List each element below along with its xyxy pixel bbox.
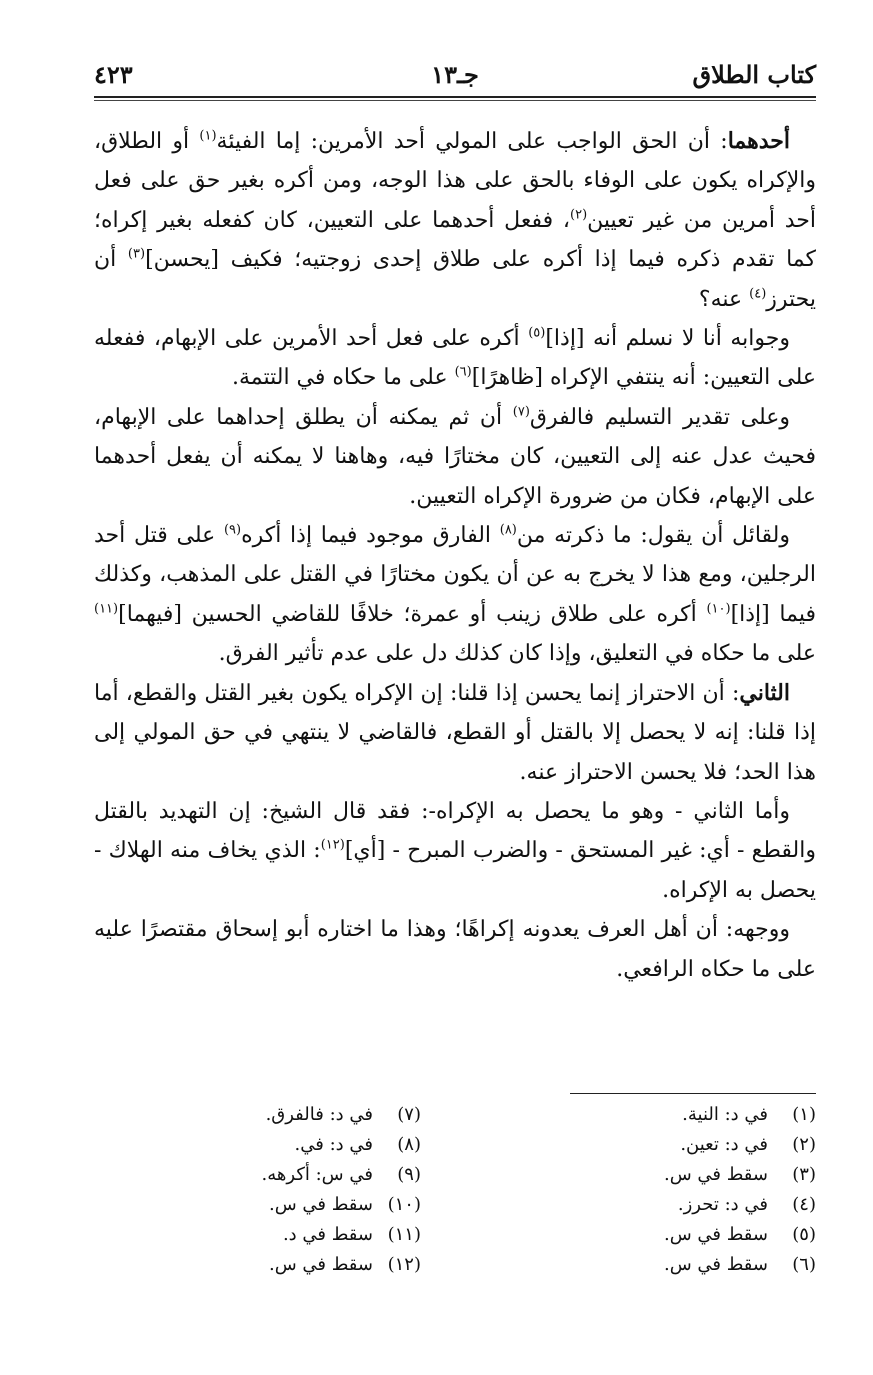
- footnote-number: (٢): [792, 1134, 816, 1155]
- footnote-ref: (٣): [127, 246, 146, 262]
- footnote-item: [566, 1130, 816, 1160]
- text-run: ووجهه: أن أهل العرف يعدونه إكراهًا؛ وهذا ما اختاره أبو إسحاق مقتصرًا عليه على ما حكاه الرافعي.: [94, 917, 816, 982]
- book-title: كتاب الطلاق: [692, 60, 816, 89]
- text-run: ولقائل أن يقول: ما ذكرته من: [516, 523, 790, 549]
- footnote-item: [566, 1100, 816, 1130]
- text-run: وأما الثاني - وهو ما يحصل به الإكراه-: فقد قال الشيخ: إن التهديد بالقتل والقطع - أي: غير المستحق - والضرب المبرح - [أي]: [94, 798, 816, 864]
- page-number: ٤٢٣: [94, 60, 133, 89]
- main-text: [94, 122, 816, 989]
- footnote-number: (١٠): [387, 1194, 421, 1215]
- footnote-ref: (٩): [223, 522, 242, 538]
- text-run: أن يحترز: [94, 247, 816, 312]
- text-run: على قتل أحد الرجلين، ومع هذا لا يخرج به عن أن يكون مختارًا في القتل على المذهب، وكذلك فيما [إذا]: [94, 523, 816, 627]
- footnotes: [94, 1100, 816, 1300]
- footnote-item: [566, 1190, 816, 1220]
- footnote-ref: (١٠): [706, 601, 731, 617]
- paragraph: [94, 319, 816, 398]
- paragraph: [94, 516, 816, 674]
- footnote-number: (٤): [792, 1194, 816, 1215]
- paragraph-lead: أحدهما: [727, 128, 790, 154]
- footnote-number: (٣): [792, 1164, 816, 1185]
- volume-label: جـ١٣: [431, 60, 479, 89]
- text-run: : الذي يخاف منه الهلاك - يحصل به الإكراه.: [94, 838, 816, 903]
- footnote-number: (١٢): [387, 1254, 421, 1275]
- footnote-item: [171, 1190, 421, 1220]
- footnote-number: (٩): [397, 1164, 421, 1185]
- text-run: وجوابه أنا لا نسلم أنه [إذا]: [545, 326, 790, 352]
- footnote-ref: (٨): [499, 522, 517, 538]
- footnote-ref: (٤): [749, 286, 767, 302]
- footnote-text: في د: النية.: [682, 1104, 768, 1125]
- footnote-number: (٧): [397, 1104, 421, 1125]
- footnote-rule: [570, 1093, 816, 1094]
- footnote-text: في د: تعين.: [680, 1134, 768, 1155]
- footnote-number: (١١): [387, 1224, 421, 1245]
- footnote-ref: (١): [199, 128, 217, 144]
- footnote-item: [171, 1130, 421, 1160]
- page-header: [94, 58, 816, 98]
- text-run: على ما حكاه في التتمة.: [231, 365, 455, 391]
- text-run: الفارق موجود فيما إذا أكره: [241, 523, 500, 549]
- footnote-number: (٨): [397, 1134, 421, 1155]
- footnote-text: سقط في س.: [663, 1224, 768, 1245]
- text-run: : أن الحق الواجب على المولي أحد الأمرين: إما الفيئة: [216, 129, 728, 154]
- text-run: أكره على طلاق زينب أو عمرة؛ خلافًا للقاضي الحسين [فيهما]: [118, 601, 707, 627]
- footnote-text: سقط في س.: [268, 1194, 373, 1215]
- paragraph: [94, 674, 816, 792]
- footnote-item: [566, 1220, 816, 1250]
- paragraph-lead: الثاني: [739, 679, 790, 706]
- footnote-ref: (٥): [528, 325, 546, 341]
- footnote-ref: (٢): [570, 207, 588, 223]
- text-run: وعلى تقدير التسليم فالفرق: [529, 404, 790, 430]
- footnote-item: [171, 1160, 421, 1190]
- header-rule: [94, 96, 816, 98]
- footnote-item: [171, 1220, 421, 1250]
- footnote-item: [171, 1100, 421, 1130]
- paragraph: [94, 398, 816, 516]
- paragraph: [94, 792, 816, 910]
- footnote-item: [566, 1160, 816, 1190]
- footnote-ref: (١١): [94, 601, 119, 617]
- text-run: عنه؟: [698, 286, 750, 312]
- footnote-text: في د: في.: [294, 1134, 373, 1155]
- footnote-number: (١): [792, 1104, 816, 1125]
- footnote-text: سقط في س.: [268, 1254, 373, 1275]
- text-run: ، ففعل أحدهما على التعيين، كان كفعله بغير إكراه؛ كما تقدم ذكره فيما إذا أكره على طلاق إحدى زوجتيه؛ فكيف [يحسن]: [94, 207, 816, 273]
- footnote-text: سقط في س.: [663, 1254, 768, 1275]
- text-run: أن ثم يمكنه أن يطلق إحداهما على الإبهام، فحيث عدل عنه إلى التعيين، كان مختارًا فيه، وهاهنا لا يمكنه أن يفعل أحدهما على الإبهام، فكان من ضرورة الإكراه التعيين.: [94, 404, 816, 509]
- footnote-number: (٥): [792, 1224, 816, 1245]
- paragraph: [94, 910, 816, 989]
- footnote-item: [171, 1250, 421, 1280]
- footnote-ref: (١٢): [320, 837, 345, 853]
- footnote-ref: (٧): [512, 404, 530, 420]
- text-run: على ما حكاه في التعليق، وإذا كان كذلك دل على عدم تأثير الفرق.: [218, 641, 816, 667]
- text-run: أو الطلاق، والإكراه يكون على الوفاء بالحق على هذا الوجه، ومن أكره بغير حق على فعل أحد أمرين من غير تعيين: [94, 129, 817, 233]
- footnotes-right-column: [566, 1100, 816, 1280]
- paragraph: [94, 122, 816, 319]
- footnote-text: سقط في د.: [282, 1224, 373, 1245]
- footnote-text: في د: فالفرق.: [265, 1104, 373, 1125]
- footnote-ref: (٦): [454, 365, 472, 381]
- footnote-text: سقط في س.: [663, 1164, 768, 1185]
- footnote-item: [566, 1250, 816, 1280]
- header-rule-thin: [94, 100, 816, 101]
- text-run: أكره على فعل أحد الأمرين على الإبهام، ففعله على التعيين: أنه ينتفي الإكراه [ظاهرًا]: [94, 326, 816, 391]
- footnote-text: في د: تحرز.: [677, 1194, 768, 1215]
- text-run: : أن الاحتراز إنما يحسن إذا قلنا: إن الإكراه يكون بغير القتل والقطع، أما إذا قلنا: إنه لا يحصل إلا بالقتل أو القطع، فالقاضي لا ينتهي في حق المولي إلى هذا الحد؛ فلا يحسن الاحتراز عنه.: [94, 680, 816, 785]
- footnotes-left-column: [171, 1100, 421, 1280]
- footnote-text: في س: أكرهه.: [261, 1164, 373, 1185]
- footnote-number: (٦): [792, 1254, 816, 1275]
